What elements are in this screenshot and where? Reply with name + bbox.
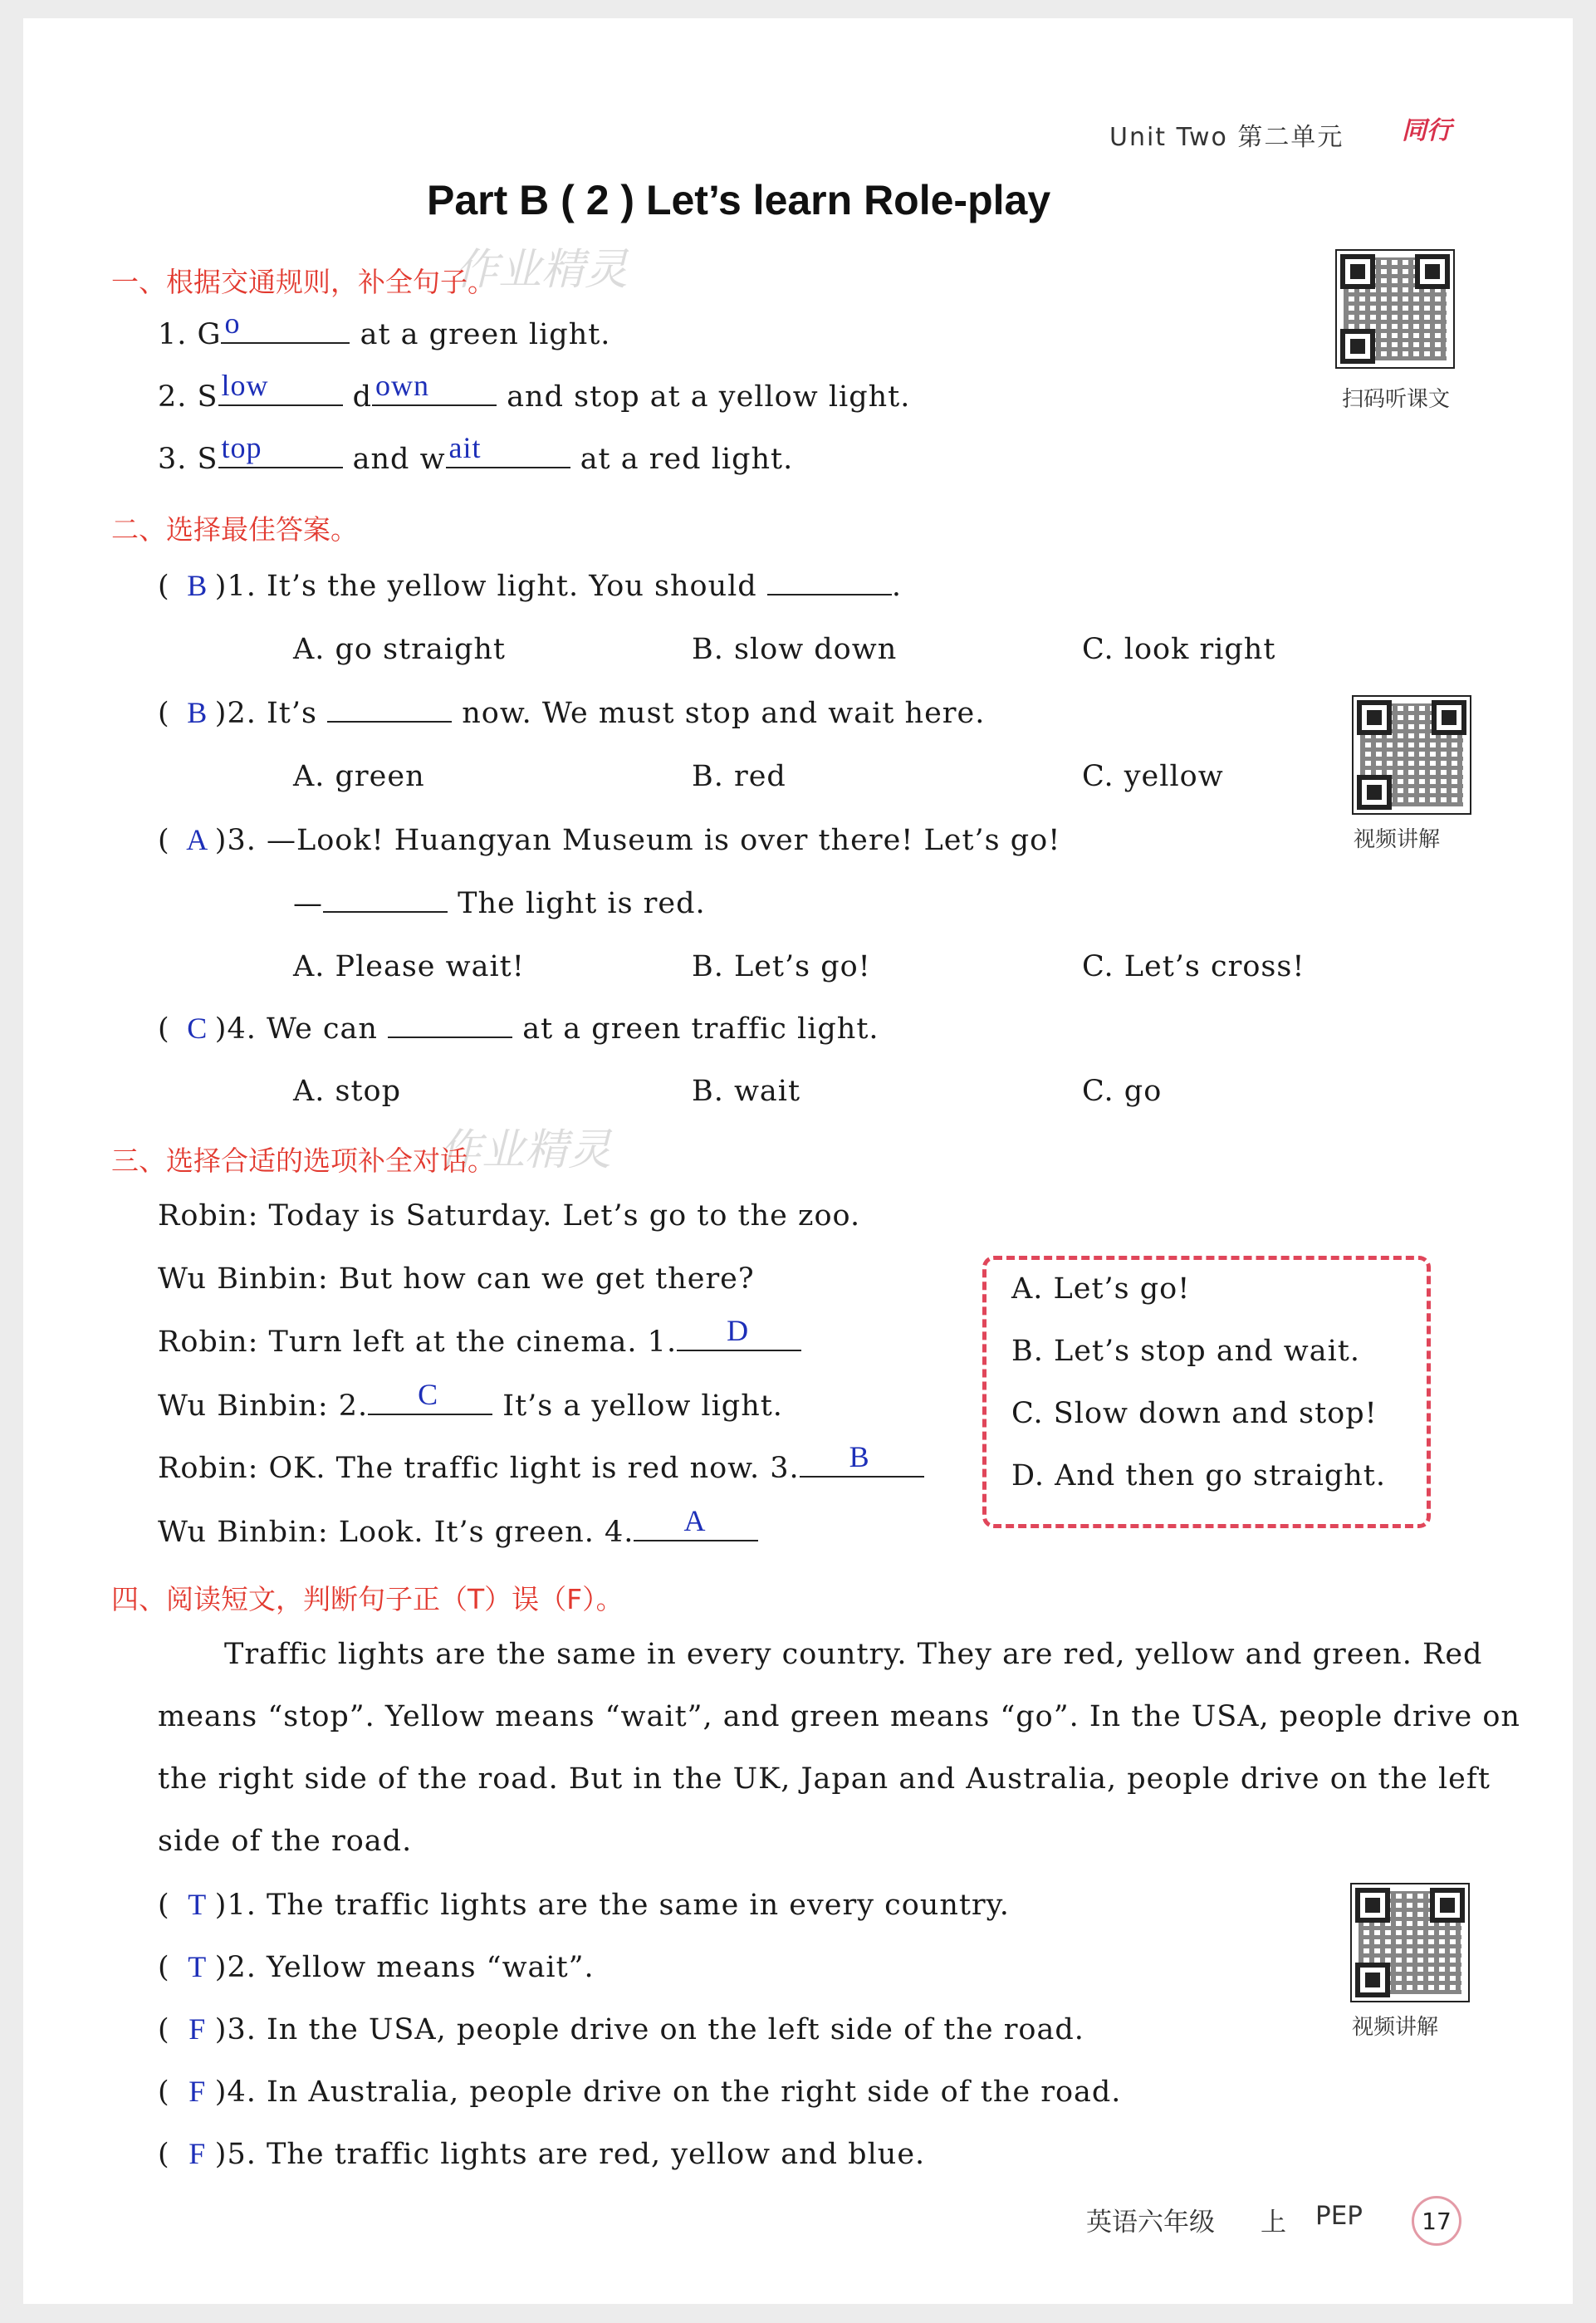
- option-d: D. And then go straight.: [1011, 1459, 1386, 1492]
- answer: C: [418, 1378, 439, 1411]
- qr-code-video-1[interactable]: [1352, 695, 1471, 815]
- sec2-q1: ( B )1. It’s the yellow light. You should .: [158, 569, 902, 603]
- answer: low: [221, 369, 269, 402]
- unit-header: Unit Two 第二单元: [1109, 123, 1344, 152]
- page-title: Part B ( 2 ) Let’s learn Role-play: [427, 177, 1051, 223]
- sec1-q3: 3. S top and w ait at a red light.: [158, 431, 794, 476]
- sec2-q3-opt-c: C. Let’s cross!: [1082, 950, 1305, 983]
- option-a: A. Let’s go!: [1011, 1272, 1191, 1306]
- passage-line-1: Traffic lights are the same in every country. They are red, yellow and green. Red: [224, 1638, 1483, 1671]
- sec1-q1: 1. G o at a green light.: [158, 306, 611, 351]
- qr-code-listen[interactable]: [1335, 249, 1455, 369]
- section-4-heading: 四、阅读短文，判断句子正（T）误（F）。: [111, 1583, 624, 1615]
- footer-edition: PEP: [1315, 2201, 1363, 2231]
- tf-item-1: ( T )1. The traffic lights are the same in every country.: [158, 1888, 1010, 1922]
- sec2-q3: ( A )3. —Look! Huangyan Museum is over there! Let’s go!: [158, 823, 1061, 857]
- footer-book: 英语六年级: [1086, 2208, 1215, 2237]
- tf-item-3: ( F )3. In the USA, people drive on the left side of the road.: [158, 2012, 1084, 2046]
- sec2-q1-opt-c: C. look right: [1082, 633, 1276, 666]
- brand-logo: 同行: [1402, 116, 1452, 145]
- sec2-q1-opt-b: B. slow down: [692, 633, 898, 666]
- sec1-q2: 2. S low d own and stop at a yellow light.: [158, 369, 911, 414]
- worksheet-page: [23, 18, 1573, 2304]
- sec2-q2-opt-a: A. green: [293, 760, 425, 793]
- sec2-q4: ( C )4. We can at a green traffic light.: [158, 1012, 879, 1046]
- sec2-q2: ( B )2. It’s now. We must stop and wait here.: [158, 696, 986, 730]
- sec2-q2-opt-b: B. red: [692, 760, 786, 793]
- page-number: 17: [1412, 2196, 1461, 2246]
- answer: o: [224, 306, 241, 340]
- section-2-heading: 二、选择最佳答案。: [111, 513, 358, 546]
- answer: A: [683, 1504, 707, 1537]
- section-1-heading: 一、根据交通规则，补全句子。: [111, 266, 495, 298]
- qr-caption-video-2: 视频讲解: [1352, 2015, 1439, 2040]
- answer: ait: [448, 431, 482, 464]
- qr-caption-video-1: 视频讲解: [1354, 827, 1441, 852]
- watermark: 作业精灵: [455, 245, 629, 295]
- passage-line-4: side of the road.: [158, 1825, 413, 1858]
- answer: own: [375, 369, 430, 402]
- passage-line-2: means “stop”. Yellow means “wait”, and green means “go”. In the USA, people drive on: [158, 1700, 1520, 1733]
- tf-item-5: ( F )5. The traffic lights are red, yellow and blue.: [158, 2137, 926, 2171]
- qr-code-video-2[interactable]: [1350, 1883, 1470, 2002]
- dialogue-line-6: Wu Binbin: Look. It’s green. 4. A: [158, 1515, 758, 1549]
- sec2-q3-line2: — The light is red.: [293, 887, 706, 920]
- dialogue-line-1: Robin: Today is Saturday. Let’s go to the zoo.: [158, 1199, 861, 1233]
- dialogue-line-2: Wu Binbin: But how can we get there?: [158, 1262, 755, 1296]
- dialogue-line-3: Robin: Turn left at the cinema. 1. D: [158, 1325, 801, 1359]
- answer: D: [727, 1314, 750, 1347]
- sec2-q4-opt-a: A. stop: [293, 1075, 402, 1108]
- option-b: B. Let’s stop and wait.: [1011, 1335, 1360, 1368]
- sec2-q4-opt-c: C. go: [1082, 1075, 1163, 1108]
- watermark-2: 作业精灵: [438, 1125, 612, 1175]
- sec2-q4-opt-b: B. wait: [692, 1075, 801, 1108]
- section-3-heading: 三、选择合适的选项补全对话。: [111, 1144, 495, 1177]
- dialogue-line-5: Robin: OK. The traffic light is red now. 3. B: [158, 1451, 924, 1485]
- tf-item-2: ( T )2. Yellow means “wait”.: [158, 1950, 595, 1984]
- qr-caption-listen: 扫码听课文: [1342, 387, 1451, 412]
- sec2-q3-opt-a: A. Please wait!: [293, 950, 525, 983]
- tf-item-4: ( F )4. In Australia, people drive on the right side of the road.: [158, 2075, 1122, 2109]
- dialogue-line-4: Wu Binbin: 2. C It’s a yellow light.: [158, 1378, 783, 1423]
- option-c: C. Slow down and stop!: [1011, 1397, 1378, 1430]
- answer: B: [849, 1440, 870, 1473]
- sec2-q1-opt-a: A. go straight: [293, 633, 506, 666]
- answer: top: [221, 431, 262, 464]
- passage-line-3: the right side of the road. But in the UK, Japan and Australia, people drive on the left: [158, 1762, 1491, 1796]
- sec2-q3-opt-b: B. Let’s go!: [692, 950, 871, 983]
- footer-term: 上: [1261, 2208, 1286, 2237]
- sec2-q2-opt-c: C. yellow: [1082, 760, 1224, 793]
